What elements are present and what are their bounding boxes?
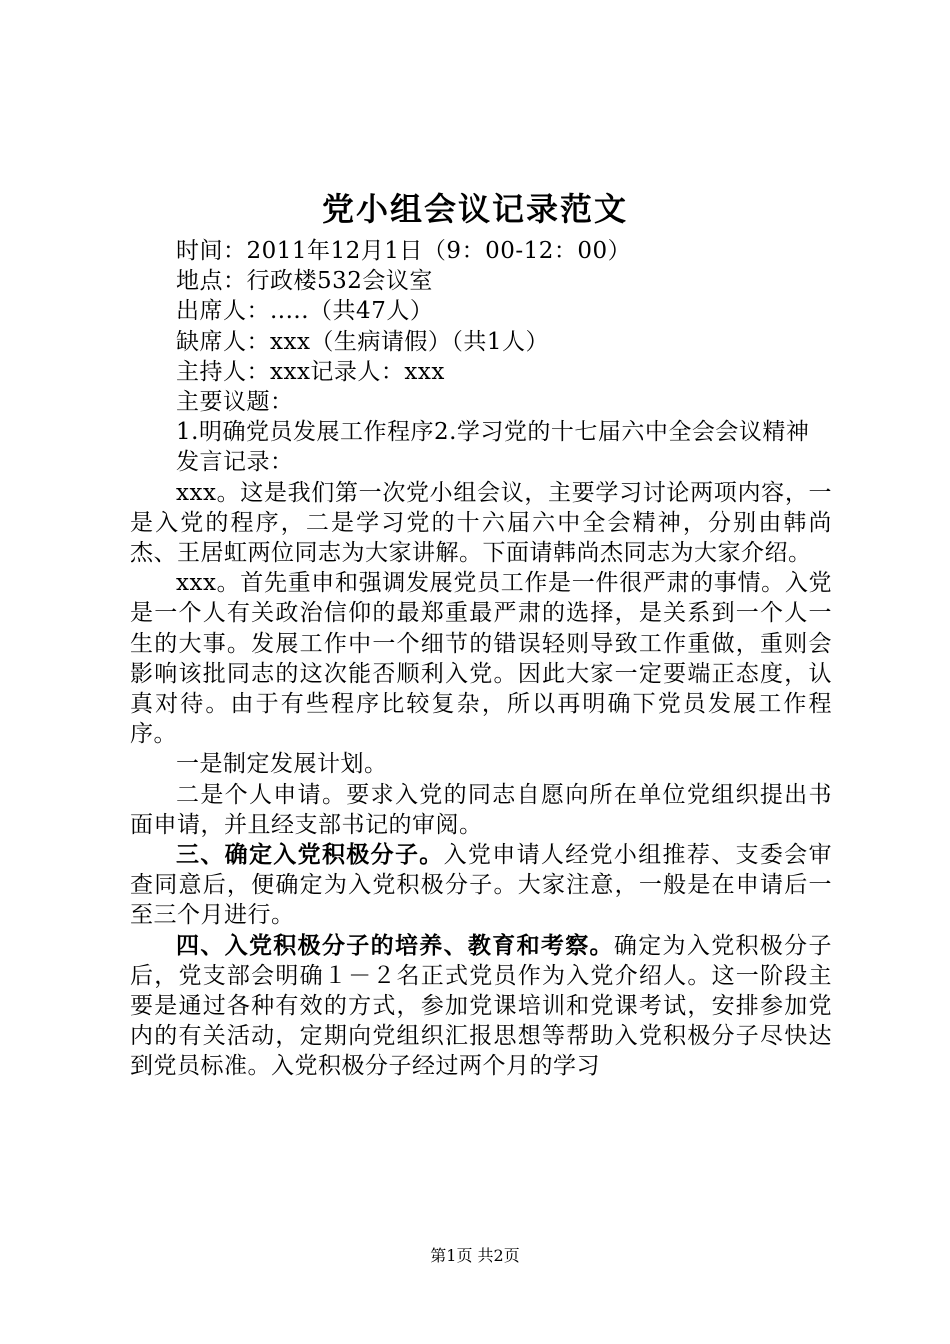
- meeting-place: 地点：行政楼532会议室: [176, 268, 433, 295]
- document-body: [130, 236, 832, 1082]
- paragraph-3: 一是制定发展计划。: [176, 751, 388, 778]
- paragraph-6-text: 确定为入党积极分子后，党支部会明确１－２名正式党员作为入党介绍人。这一阶段主要是通过各种有效的方式，参加党课培训和党课考试，安排参加党内的有关活动，定期向党组织汇报思想等帮助入党积极分子尽快达到党员标准。入党积极分子经过两个月的学习: [130, 932, 833, 1080]
- topics-label: 主要议题：: [176, 389, 294, 416]
- topics-list: 1.明确党员发展工作程序2.学习党的十七届六中全会会议精神: [176, 419, 810, 446]
- page-footer: 第1页 共2页: [430, 1246, 520, 1265]
- paragraph-5: [130, 840, 832, 931]
- paragraph-6: [130, 931, 832, 1082]
- meeting-absent: 缺席人：xxx（生病请假）（共1人）: [176, 328, 550, 355]
- document-title: 党小组会议记录范文: [321, 190, 628, 228]
- paragraph-2: xxx。首先重申和强调发展党员工作是一件很严肃的事情。入党是一个人有关政治信仰的最郑重最严肃的选择，是关系到一个人一生的大事。发展工作中一个细节的错误轻则导致工作重做，重则会影响该批同志的这次能否顺利入党。因此大家一定要端正态度，认真对待。由于有些程序比较复杂，所以再明确下党员发展工作程序。: [130, 570, 832, 748]
- paragraph-5-text: 入党申请人经党小组推荐、支委会审查同意后，便确定为入党积极分子。大家注意，一般是在申请后一至三个月进行。: [130, 842, 833, 929]
- speech-label: 发言记录：: [176, 449, 294, 476]
- paragraph-4: 二是个人申请。要求入党的同志自愿向所在单位党组织提出书面申请，并且经支部书记的审阅。: [130, 781, 832, 838]
- paragraph-5-heading: 三、确定入党积极分子。: [176, 842, 444, 869]
- meeting-host-recorder: 主持人：xxx记录人：xxx: [176, 358, 445, 385]
- meeting-attendees: 出席人：.....（共47人）: [176, 298, 434, 325]
- meeting-time: 时间：2011年12月1日（9：00-12：00）: [176, 238, 632, 264]
- paragraph-6-heading: 四、入党积极分子的培养、教育和考察。: [176, 932, 614, 959]
- paragraph-1: xxx。这是我们第一次党小组会议，主要学习讨论两项内容，一是入党的程序，二是学习党的十六届六中全会精神，分别由韩尚杰、王居虹两位同志为大家讲解。下面请韩尚杰同志为大家介绍。: [130, 479, 832, 567]
